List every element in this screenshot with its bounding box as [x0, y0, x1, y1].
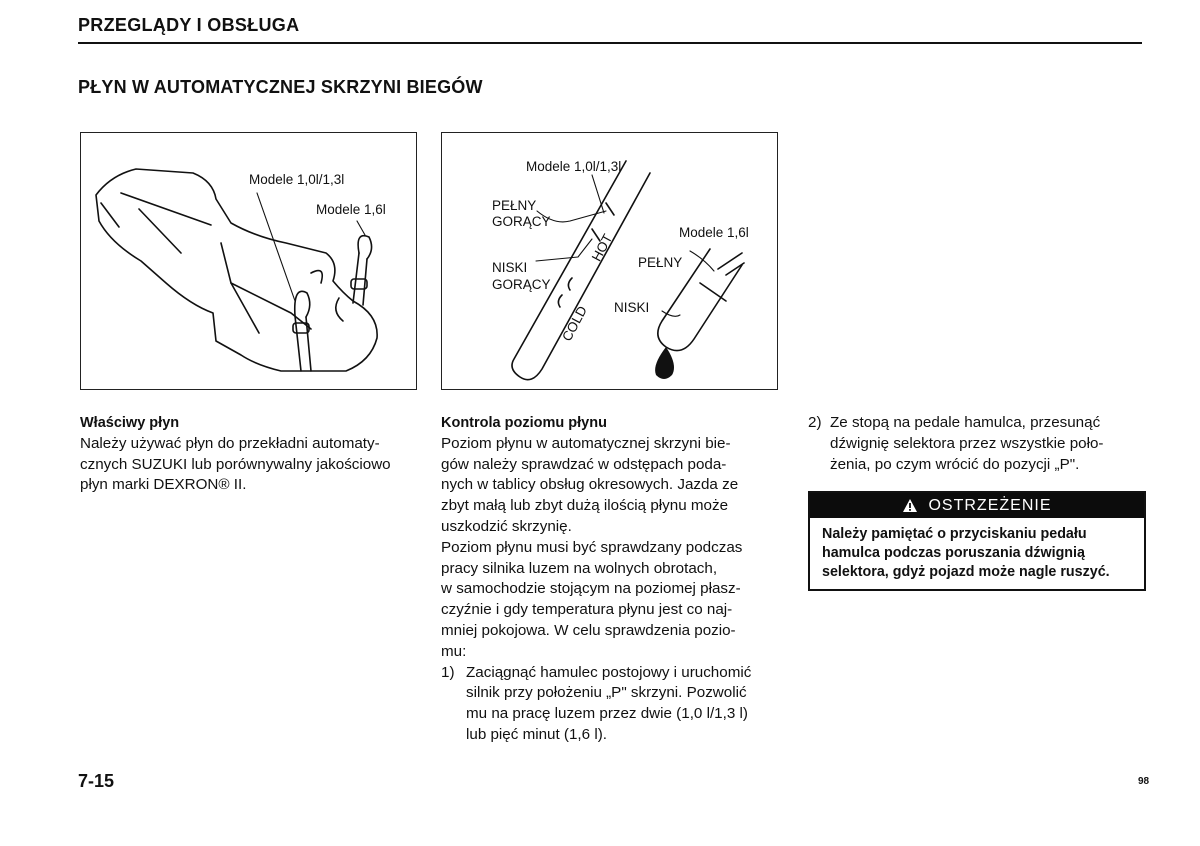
label-low-hot-2: GORĄCY [492, 277, 551, 292]
column-fluid-level-check [441, 413, 791, 746]
text-line: Należy używać płyn do przekładni automaty- [80, 434, 380, 452]
header-title: PRZEGLĄDY I OBSŁUGA [78, 15, 300, 35]
header-rule [78, 42, 1142, 44]
text-line: pracy silnika luzem na wolnych obrotach, [441, 559, 718, 577]
step-number: 2) [808, 414, 822, 431]
text-line: Należy pamiętać o przyciskaniu pedału [822, 526, 1087, 542]
text-line: nych w tablicy obsług okresowych. Jazda ze [441, 476, 739, 494]
text-line: mu: [441, 642, 467, 660]
label-low-hot-1: NISKI [492, 260, 528, 275]
text-line: płyn marki DEXRON® II. [80, 476, 247, 494]
text-line: dźwignię selektora przez wszystkie poło- [830, 434, 1104, 452]
warning-triangle-icon [902, 498, 918, 513]
text-line: Poziom płynu w automatycznej skrzyni bie- [441, 434, 731, 452]
transmission-figure [80, 132, 417, 390]
figure-label-models-b: Modele 1,6l [316, 202, 386, 217]
page-number: 7-15 [78, 771, 115, 791]
text-line: uszkodzić skrzynię. [441, 517, 572, 535]
label-cold: COLD [559, 303, 590, 344]
text-line: w samochodzie stojącym na poziomej płasz- [441, 580, 741, 598]
text-line: lub pięć minut (1,6 l). [466, 725, 607, 743]
label-models-a: Modele 1,0l/1,3l [526, 159, 622, 174]
text-line: Ze stopą na pedale hamulca, przesunąć [830, 414, 1101, 431]
label-low: NISKI [614, 300, 650, 315]
proper-fluid-heading: Właściwy płyn [80, 415, 180, 431]
warning-title: OSTRZEŻENIE [928, 496, 1052, 514]
label-hot: HOT [588, 231, 616, 264]
text-line: mniej pokojowa. W celu sprawdzenia pozio- [441, 621, 736, 639]
label-full: PEŁNY [638, 255, 683, 270]
text-line: selektora, gdyż pojazd może nagle ruszyć. [822, 564, 1110, 580]
step-1 [441, 663, 791, 746]
step-2 [808, 413, 1153, 475]
text-line: mu na pracę luzem przez dwie (1,0 l/1,3 l) [466, 705, 748, 723]
text-line: Poziom płynu musi być sprawdzany podczas [441, 538, 743, 556]
figure-label-models-a: Modele 1,0l/1,3l [249, 172, 345, 187]
page-id: 98 [1138, 776, 1150, 787]
column-step-2 [808, 413, 1153, 475]
text-line: żenia, po czym wrócić do pozycji „P". [830, 455, 1080, 473]
dipstick-figure [441, 132, 778, 390]
text-line: gów należy sprawdzać w odstępach poda- [441, 455, 727, 473]
text-line: czyźnie i gdy temperatura płynu jest co naj- [441, 601, 733, 619]
text-line: zbyt małą lub zbyt dużą ilością płynu może [441, 497, 729, 515]
fluid-level-heading: Kontrola poziomu płynu [441, 415, 607, 431]
label-models-b: Modele 1,6l [679, 225, 749, 240]
step-number: 1) [441, 663, 455, 681]
warning-box [808, 491, 1146, 591]
column-proper-fluid [80, 413, 425, 496]
warning-header [810, 493, 1144, 518]
text-line: cznych SUZUKI lub porównywalny jakościowo [80, 455, 391, 473]
label-full-hot-1: PEŁNY [492, 198, 537, 213]
label-full-hot-2: GORĄCY [492, 214, 551, 229]
text-line: silnik przy położeniu „P" skrzyni. Pozwolić [466, 684, 747, 702]
text-line: hamulca podczas poruszania dźwignią [822, 545, 1085, 561]
section-title: PŁYN W AUTOMATYCZNEJ SKRZYNI BIEGÓW [78, 77, 483, 97]
text-line: Zaciągnąć hamulec postojowy i uruchomić [466, 663, 752, 681]
warning-text [810, 518, 1144, 582]
